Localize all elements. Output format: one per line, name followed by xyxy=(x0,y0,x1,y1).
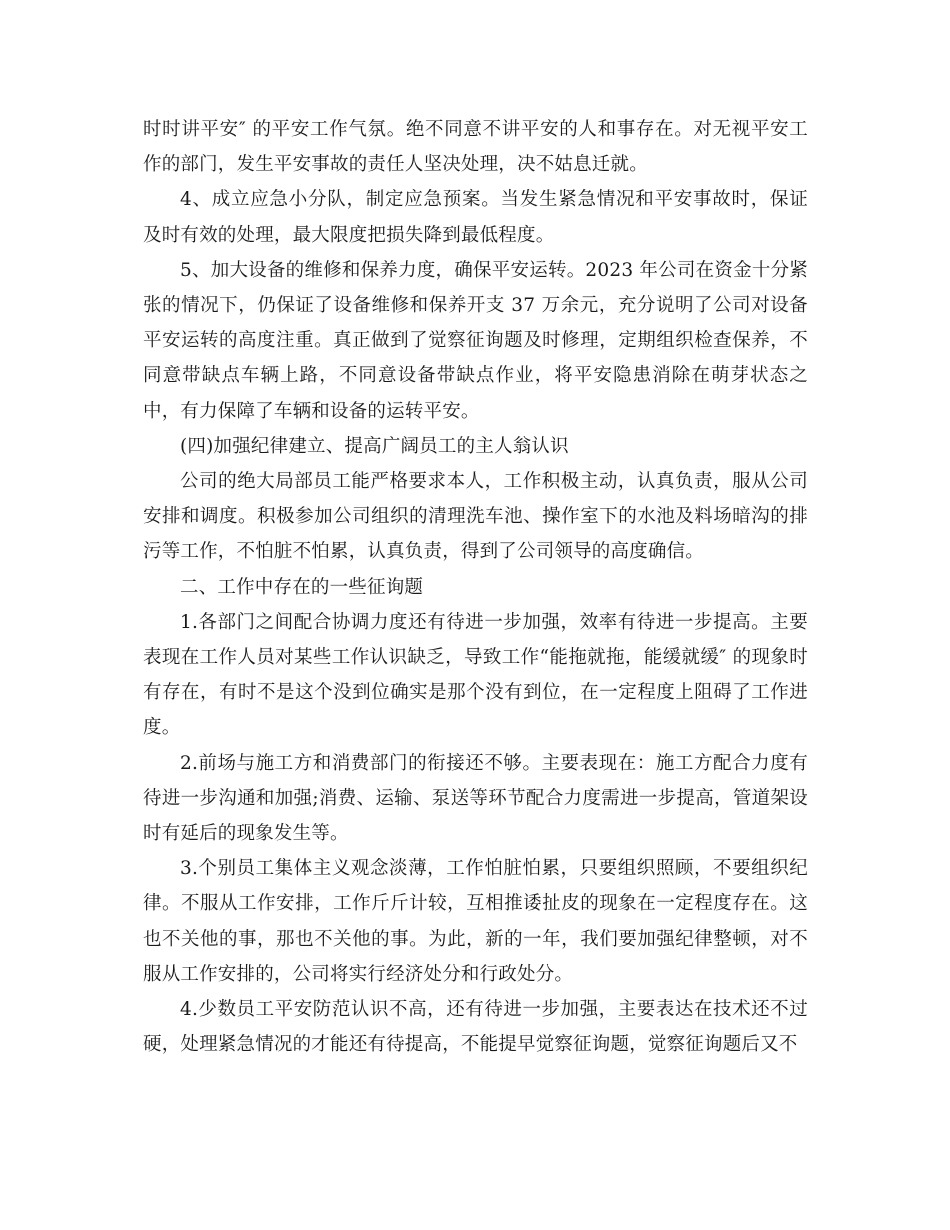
paragraph: 5、加大设备的维修和保养力度，确保平安运转。2023 年公司在资金十分紧张的情况下，仍保证了设备维修和保养开支 37 万余元，充分说明了公司对设备平安运转的高度注重。真正做到了觉察征询题及时修理，定期组织检查保养，不同意带缺点车辆上路，不同意设备带缺点作业，将平安隐患消除在萌芽状态之中，有力保障了车辆和设备的运转平安。 xyxy=(143,259,808,422)
section-heading: 二、工作中存在的一些征询题 xyxy=(180,576,424,598)
document-body xyxy=(143,112,808,1062)
paragraph: 时时讲平安″ 的平安工作气氛。绝不同意不讲平安的人和事存在。对无视平安工作的部门，发生平安事故的责任人坚决处理，决不姑息迁就。 xyxy=(143,119,808,176)
section-heading: (四)加强纪律建立、提高广阔员工的主人翁认识 xyxy=(180,435,569,457)
paragraph: 4、成立应急小分队，制定应急预案。当发生紧急情况和平安事故时，保证及时有效的处理，最大限度把损失降到最低程度。 xyxy=(143,189,808,246)
paragraph: 3.个别员工集体主义观念淡薄，工作怕脏怕累，只要组织照顾，不要组织纪律。不服从工作安排，工作斤斤计较，互相推诿扯皮的现象在一定程度存在。这也不关他的事，那也不关他的事。为此，新的一年，我们要加强纪律整顿，对不服从工作安排的，公司将实行经济处分和行政处分。 xyxy=(143,858,808,985)
paragraph: 1.各部门之间配合协调力度还有待进一步加强，效率有待进一步提高。主要表现在工作人员对某些工作认识缺乏，导致工作“能拖就拖，能缓就缓″ 的现象时有存在，有时不是这个没到位确实是那个没有到位，在一定程度上阻碍了工作进度。 xyxy=(143,611,808,739)
paragraph: 4.少数员工平安防范认识不高，还有待进一步加强，主要表达在技术还不过硬，处理紧急情况的才能还有待提高，不能提早觉察征询题，觉察征询题后又不 xyxy=(143,999,808,1056)
paragraph: 公司的绝大局部员工能严格要求本人，工作积极主动，认真负责，服从公司安排和调度。积极参加公司组织的清理洗车池、操作室下的水池及料场暗沟的排污等工作，不怕脏不怕累，认真负责，得到了公司领导的高度确信。 xyxy=(143,471,808,563)
paragraph: 2.前场与施工方和消费部门的衔接还不够。主要表现在：施工方配合力度有待进一步沟通和加强;消费、运输、泵送等环节配合力度需进一步提高，管道架设时有延后的现象发生等。 xyxy=(143,752,808,845)
